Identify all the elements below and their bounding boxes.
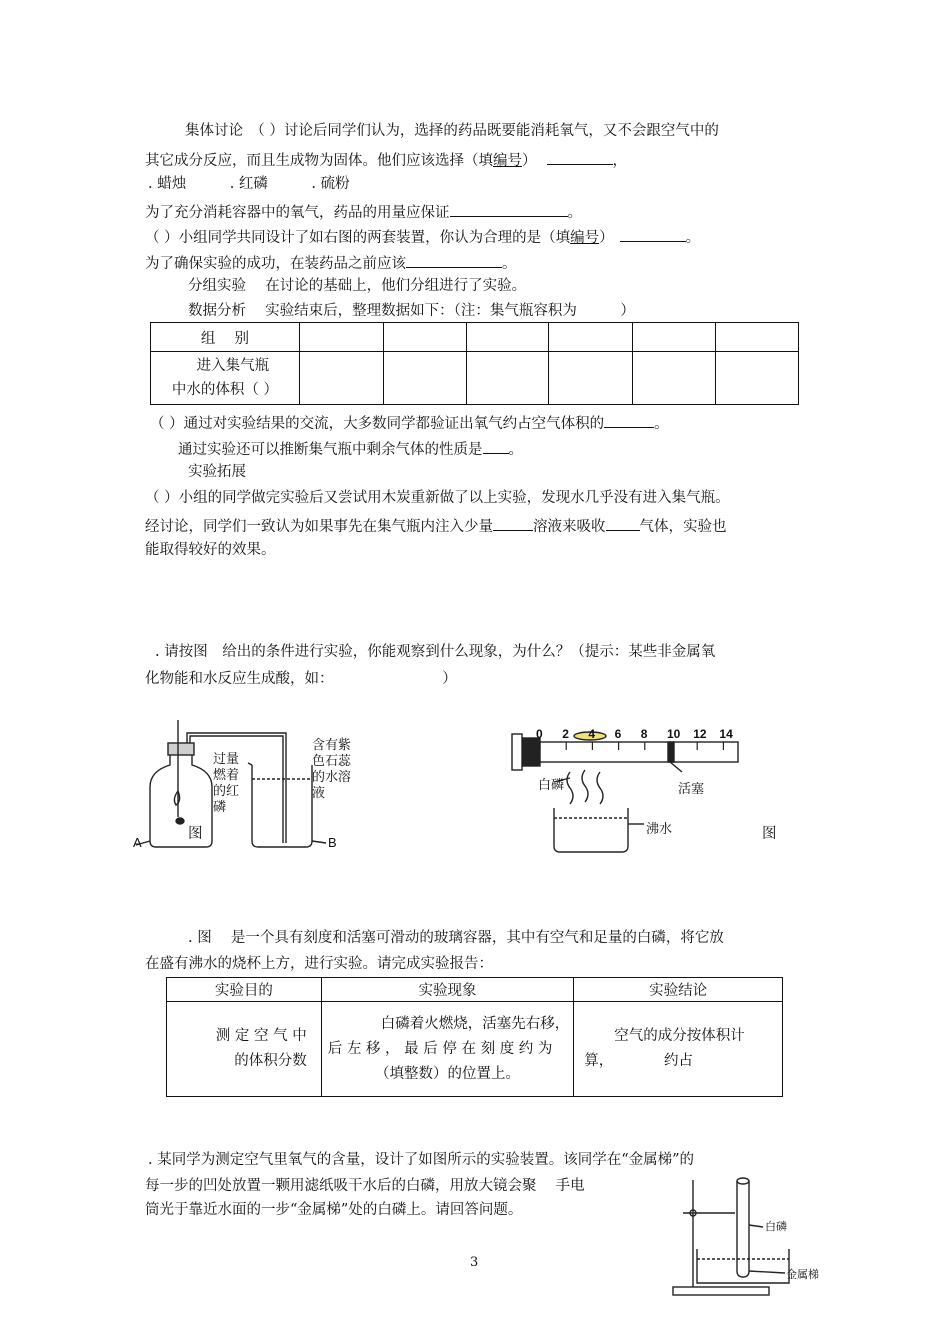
text: 。 bbox=[508, 442, 523, 458]
text: 通过实验还可以推断集气瓶中剩余气体的性质是 bbox=[178, 442, 483, 458]
white-phosphorus-label: 白磷 bbox=[538, 778, 565, 793]
data-cell[interactable] bbox=[716, 352, 799, 405]
label-a: A bbox=[133, 835, 142, 850]
data-cell[interactable] bbox=[383, 323, 466, 352]
s1-line10 bbox=[178, 438, 523, 459]
text: （填整数）的位置上。 bbox=[374, 1065, 520, 1082]
s2-line1: . 请按图 给出的条件进行实验，你能观察到什么现象，为什么？（提示：某些非金属氧 bbox=[155, 644, 716, 660]
text: 。 bbox=[654, 416, 669, 432]
text: 为了充分消耗容器中的氧气，药品的用量应保证 bbox=[145, 205, 450, 221]
s1-line7: 分组实验 在讨论的基础上，他们分组进行了实验。 bbox=[188, 278, 527, 294]
s1-line2 bbox=[145, 149, 627, 170]
s4-line2: 每一步的凹处放置一颗用滤纸吸干水后的白磷，用放大镜会聚 手电 bbox=[145, 1178, 585, 1194]
answer-blank[interactable] bbox=[493, 515, 533, 531]
header-cell bbox=[151, 352, 300, 405]
text: 的水溶 bbox=[312, 770, 352, 785]
text: 燃着 bbox=[213, 768, 240, 783]
answer-blank[interactable] bbox=[547, 149, 613, 165]
answer-blank[interactable] bbox=[606, 515, 640, 531]
text: 后 左 移 ， 最 后 停 在 刻 度 约 为 bbox=[327, 1040, 553, 1057]
piston-label: 活塞 bbox=[678, 782, 705, 797]
text: 。 bbox=[567, 205, 582, 221]
data-cell[interactable] bbox=[299, 352, 383, 405]
s4-line1: . 某同学为测定空气里氧气的含量，设计了如图所示的实验装置。该同学在“金属梯”的 bbox=[148, 1152, 695, 1168]
data-table bbox=[150, 322, 799, 405]
scale-label: 14 bbox=[719, 727, 733, 741]
data-cell[interactable] bbox=[633, 323, 716, 352]
text: 液 bbox=[312, 786, 326, 801]
text-underlined: 编号 bbox=[570, 230, 600, 246]
s3-line1: . 图 是一个具有刻度和活塞可滑动的玻璃容器，其中有空气和足量的白磷，将它放 bbox=[188, 930, 724, 946]
data-cell[interactable] bbox=[633, 352, 716, 405]
text: 的体积分数 bbox=[234, 1053, 307, 1069]
text: 中水的体积（ ） bbox=[171, 382, 278, 398]
text: ， bbox=[612, 153, 627, 169]
page-number: 3 bbox=[470, 1255, 479, 1270]
data-cell[interactable] bbox=[549, 352, 633, 405]
s3-line2: 在盛有沸水的烧杯上方，进行实验。请完成实验报告： bbox=[145, 956, 493, 972]
red-phosphorus-label bbox=[213, 752, 243, 816]
metal-ladder-label: 金属梯 bbox=[786, 1268, 819, 1281]
data-cell[interactable] bbox=[466, 352, 549, 405]
text: （ ）通过对实验结果的交流，大多数同学都验证出氧气约占空气体积的 bbox=[150, 416, 605, 432]
scale-label: 10 bbox=[667, 727, 681, 741]
s1-line6 bbox=[145, 252, 517, 273]
scale-label: 0 bbox=[536, 727, 543, 741]
header-cell: 实验目的 bbox=[167, 978, 322, 1002]
fig-a-caption: 图 bbox=[188, 826, 203, 842]
text: 过量 bbox=[213, 752, 240, 767]
text: ） bbox=[599, 230, 614, 246]
s1-line8: 数据分析 实验结束后，整理数据如下：（注：集气瓶容积为 ） bbox=[188, 303, 635, 319]
data-cell[interactable] bbox=[549, 323, 633, 352]
text: ） bbox=[522, 153, 537, 169]
s1-line13 bbox=[145, 515, 727, 536]
answer-blank[interactable] bbox=[483, 438, 509, 454]
text: 经讨论，同学们一致认为如果事先在集气瓶内注入少量 bbox=[145, 519, 493, 535]
text: 为了确保实验的成功，在装药品之前应该 bbox=[145, 256, 406, 272]
text: 空气的成分按体积计 bbox=[614, 1028, 745, 1044]
phenomenon-cell bbox=[321, 1002, 574, 1097]
s1-line14: 能取得较好的效果。 bbox=[145, 542, 276, 558]
white-phosphorus-label-2: 白磷 bbox=[765, 1220, 787, 1233]
answer-blank[interactable] bbox=[604, 412, 654, 428]
header-cell: 组 别 bbox=[151, 323, 300, 352]
s1-line9 bbox=[150, 412, 669, 433]
text: 白磷着火燃烧，活塞先右移， bbox=[380, 1015, 570, 1032]
header-cell: 实验结论 bbox=[574, 978, 783, 1002]
text: 含有紫 bbox=[312, 738, 352, 753]
text: 测 定 空 气 中 bbox=[215, 1028, 307, 1044]
scale-label: 12 bbox=[693, 727, 707, 741]
boiling-water-label: 沸水 bbox=[646, 822, 673, 837]
text: 。 bbox=[685, 230, 701, 246]
text: 气体，实验也 bbox=[639, 519, 727, 535]
litmus-solution-label bbox=[312, 738, 351, 802]
s2-line2: 化物能和水反应生成酸，如： ） bbox=[145, 671, 457, 687]
report-table bbox=[166, 977, 783, 1097]
s1-line1: 集体讨论 （ ）讨论后同学们认为，选择的药品既要能消耗氧气，又不会跟空气中的 bbox=[185, 123, 719, 139]
scale-label: 8 bbox=[640, 727, 648, 741]
s4-line3: 筒光于靠近水面的一步“金属梯”处的白磷上。请回答问题。 bbox=[145, 1202, 523, 1218]
data-cell[interactable] bbox=[716, 323, 799, 352]
fig-b-caption: 图 bbox=[762, 826, 777, 842]
s1-line4 bbox=[145, 201, 582, 222]
purpose-cell bbox=[167, 1002, 322, 1097]
scale-label: 6 bbox=[614, 727, 622, 741]
text: 的红 bbox=[213, 784, 240, 799]
answer-blank[interactable] bbox=[450, 201, 568, 217]
text: （ ）小组同学共同设计了如右图的两套装置，你认为合理的是（填 bbox=[145, 230, 571, 246]
text: 算， 约占 bbox=[584, 1053, 693, 1069]
answer-blank[interactable] bbox=[620, 226, 686, 242]
data-cell[interactable] bbox=[466, 323, 549, 352]
header-cell: 实验现象 bbox=[321, 978, 574, 1002]
s1-line5 bbox=[145, 226, 700, 247]
data-cell[interactable] bbox=[299, 323, 383, 352]
scale-label: 4 bbox=[588, 727, 596, 741]
text: 。 bbox=[502, 256, 517, 272]
scale-label: 2 bbox=[562, 727, 569, 741]
s1-options: . 蜡烛 . 红磷 . 硫粉 bbox=[148, 176, 350, 192]
data-cell[interactable] bbox=[383, 352, 466, 405]
s1-line12: （ ）小组的同学做完实验后又尝试用木炭重新做了以上实验，发现水几乎没有进入集气瓶。 bbox=[145, 490, 730, 506]
conclusion-cell bbox=[574, 1002, 783, 1097]
text: 磷 bbox=[213, 800, 227, 815]
s1-line11: 实验拓展 bbox=[188, 464, 246, 480]
text-underlined: 编号 bbox=[493, 153, 522, 169]
text: 溶液来吸收 bbox=[533, 519, 606, 535]
text: 进入集气瓶 bbox=[196, 358, 270, 374]
label-b: B bbox=[328, 835, 337, 850]
text: 其它成分反应，而且生成物为固体。他们应该选择（填 bbox=[145, 153, 493, 169]
text: 色石蕊 bbox=[312, 754, 352, 769]
answer-blank[interactable] bbox=[406, 252, 502, 268]
